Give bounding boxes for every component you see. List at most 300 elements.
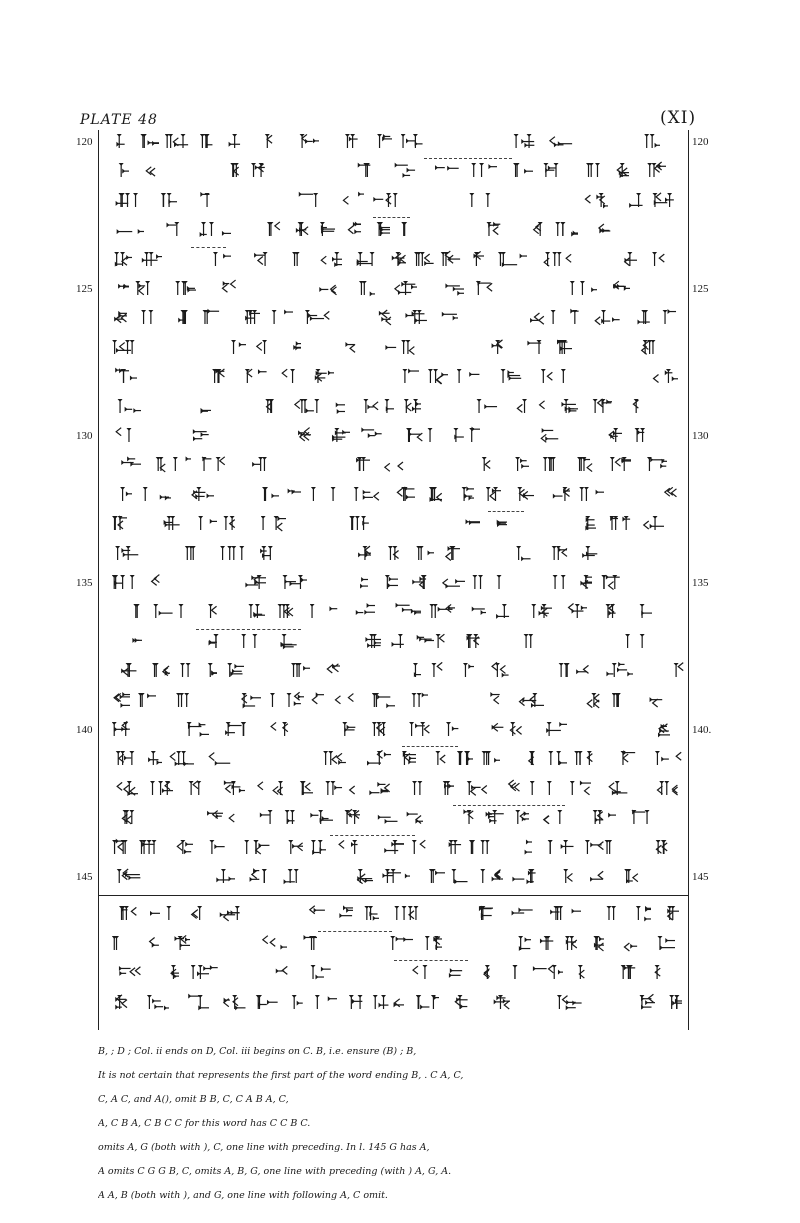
cuneiform-sign [437, 573, 466, 591]
cuneiform-sign [541, 808, 576, 826]
cuneiform-sign [468, 838, 496, 856]
cuneiform-sign [222, 132, 243, 150]
cuneiform-sign [577, 485, 605, 503]
cuneiform-sign [628, 338, 663, 356]
plate-title: PLATE 48 [80, 112, 158, 128]
footnote-line: A omits C G G B, C, omits A, B, G, one line with preceding (with ) A, G, A. [98, 1166, 452, 1177]
cuneiform-sign [659, 904, 680, 922]
cuneiform-sign [148, 904, 179, 922]
cuneiform-sign [243, 573, 267, 591]
cuneiform-sign [293, 426, 312, 444]
cuneiform-sign [353, 485, 381, 503]
cuneiform-line [112, 834, 692, 862]
footnote-line: A A, B (both with ), and G, one line with following A, C omit. [98, 1190, 388, 1201]
cuneiform-sign [358, 397, 395, 415]
cuneiform-sign [112, 838, 132, 856]
cuneiform-sign [567, 308, 585, 326]
cuneiform-sign [353, 602, 376, 620]
cuneiform-sign [276, 573, 308, 591]
cuneiform-sign [112, 279, 130, 297]
cuneiform-sign [400, 397, 422, 415]
cuneiform-sign [527, 220, 550, 238]
cuneiform-sign [430, 279, 465, 297]
cuneiform-sign [555, 993, 584, 1011]
cuneiform-sign [139, 485, 172, 503]
line-number: 135 [692, 577, 709, 589]
cuneiform-sign [206, 749, 232, 767]
cuneiform-sign [112, 191, 145, 209]
cuneiform-sign [138, 993, 170, 1011]
cuneiform-sign [266, 963, 299, 981]
cuneiform-line [112, 930, 692, 958]
cuneiform-sign [543, 838, 576, 856]
cuneiform-sign [112, 161, 130, 179]
cuneiform-sign [517, 338, 548, 356]
cuneiform-sign [513, 132, 537, 150]
cuneiform-sign [260, 397, 281, 415]
cuneiform-sign [587, 904, 623, 922]
cuneiform-sign [589, 220, 612, 238]
cuneiform-sign [582, 867, 610, 885]
cuneiform-sign [217, 904, 245, 922]
cuneiform-sign [379, 838, 405, 856]
cuneiform-sign [410, 544, 435, 562]
cuneiform-sign [637, 993, 656, 1011]
cuneiform-sign [215, 544, 250, 562]
cuneiform-sign [245, 867, 272, 885]
cuneiform-sign [426, 602, 456, 620]
cuneiform-sign [404, 808, 424, 826]
cuneiform-sign [398, 220, 415, 238]
cuneiform-line [112, 128, 692, 156]
cuneiform-sign [502, 963, 523, 981]
cuneiform-sign [408, 573, 432, 591]
cuneiform-sign [193, 514, 218, 532]
cuneiform-sign [433, 308, 459, 326]
cuneiform-sign [661, 308, 686, 326]
cuneiform-line [112, 481, 692, 509]
cuneiform-sign [269, 691, 305, 709]
cuneiform-sign [640, 132, 661, 150]
cuneiform-sign [425, 485, 443, 503]
cuneiform-sign [218, 720, 253, 738]
cuneiform-sign [343, 514, 373, 532]
cuneiform-sign [403, 308, 429, 326]
cuneiform-sign [478, 963, 495, 981]
cuneiform-sign [607, 426, 623, 444]
cuneiform-line [112, 657, 692, 685]
cuneiform-sign [614, 191, 645, 209]
cuneiform-sign [637, 602, 653, 620]
cuneiform-sign [458, 808, 476, 826]
cuneiform-sign [623, 397, 648, 415]
cuneiform-sign [476, 397, 507, 415]
cuneiform-sign [556, 661, 592, 679]
cuneiform-sign [420, 867, 446, 885]
cuneiform-sign [255, 779, 287, 797]
cuneiform-sign [536, 426, 572, 444]
cuneiform-sign [456, 632, 483, 650]
cuneiform-sign [112, 132, 130, 150]
cuneiform-sign [542, 485, 571, 503]
variant-dashed-marker [394, 960, 468, 961]
cuneiform-sign [540, 161, 573, 179]
cuneiform-sign [484, 691, 508, 709]
cuneiform-sign [443, 544, 461, 562]
cuneiform-sign [177, 993, 210, 1011]
cuneiform-line [112, 863, 692, 891]
cuneiform-sign [427, 367, 449, 385]
cuneiform-sign [292, 397, 325, 415]
cuneiform-line [112, 569, 692, 597]
cuneiform-sign [346, 573, 369, 591]
cuneiform-sign [362, 904, 380, 922]
cuneiform-sign [485, 338, 508, 356]
cuneiform-sign [647, 720, 671, 738]
cuneiform-sign [233, 308, 261, 326]
cuneiform-line [112, 363, 692, 391]
cuneiform-sign [593, 308, 622, 326]
cuneiform-sign [266, 220, 282, 238]
cuneiform-sign [301, 308, 332, 326]
cuneiform-sign [483, 993, 511, 1011]
cuneiform-sign [202, 661, 218, 679]
cuneiform-sign [502, 934, 532, 952]
cuneiform-sign [491, 514, 508, 532]
cuneiform-sign [112, 691, 131, 709]
cuneiform-sign [346, 220, 362, 238]
cuneiform-sign [437, 779, 455, 797]
cuneiform-line [112, 451, 692, 479]
variant-dashed-marker [402, 746, 457, 747]
cuneiform-sign [640, 514, 675, 532]
cuneiform-sign [409, 963, 432, 981]
cuneiform-sign [112, 934, 132, 952]
cuneiform-sign [112, 250, 133, 268]
cuneiform-sign [220, 779, 246, 797]
cuneiform-sign [467, 904, 494, 922]
cuneiform-sign [607, 514, 633, 532]
cuneiform-sign [152, 455, 168, 473]
cuneiform-sign [488, 720, 525, 738]
cuneiform-sign [554, 338, 573, 356]
cuneiform-sign [416, 993, 440, 1011]
cuneiform-sign [572, 455, 596, 473]
cuneiform-sign [515, 397, 550, 415]
cuneiform-line [112, 187, 692, 215]
cuneiform-sign [204, 808, 236, 826]
cuneiform-sign [357, 426, 393, 444]
cuneiform-sign [387, 250, 407, 268]
cuneiform-sign [538, 250, 573, 268]
cuneiform-sign [112, 661, 138, 679]
cuneiform-sign [349, 993, 367, 1011]
cuneiform-sign [472, 573, 506, 591]
cuneiform-sign [461, 779, 492, 797]
cuneiform-sign [138, 934, 165, 952]
cuneiform-sign [348, 279, 376, 297]
cuneiform-sign [466, 602, 487, 620]
cuneiform-sign [537, 934, 556, 952]
cuneiform-sign [251, 161, 269, 179]
cuneiform-sign [112, 720, 138, 738]
line-number: 145 [692, 871, 709, 883]
cuneiform-sign [387, 161, 418, 179]
cuneiform-sign [183, 779, 208, 797]
cuneiform-sign [181, 485, 215, 503]
cuneiform-sign [112, 397, 142, 415]
cuneiform-sign [285, 485, 302, 503]
cuneiform-sign [513, 485, 535, 503]
cuneiform-sign [550, 867, 574, 885]
cuneiform-sign [431, 661, 447, 679]
cuneiform-sign [633, 904, 652, 922]
cuneiform-sign [380, 455, 406, 473]
cuneiform-sign [206, 279, 239, 297]
cuneiform-sign [480, 749, 501, 767]
cuneiform-sign [509, 749, 540, 767]
cuneiform-sign [530, 602, 553, 620]
cuneiform-sign [140, 132, 160, 150]
plate-roman-numeral: (XI) [660, 108, 697, 128]
cuneiform-sign [112, 485, 133, 503]
cuneiform-sign [112, 308, 128, 326]
cuneiform-sign [306, 904, 329, 922]
cuneiform-sign [649, 779, 681, 797]
cuneiform-sign [402, 426, 439, 444]
cuneiform-sign [331, 132, 360, 150]
cuneiform-sign [261, 514, 287, 532]
variant-dashed-marker [453, 805, 565, 806]
cuneiform-sign [290, 191, 325, 209]
cuneiform-sign [614, 161, 630, 179]
cuneiform-sign [548, 749, 568, 767]
cuneiform-sign [403, 691, 429, 709]
line-number: 130 [692, 430, 709, 442]
cuneiform-line [112, 716, 692, 744]
cuneiform-sign [291, 132, 320, 150]
cuneiform-sign [486, 485, 502, 503]
cuneiform-sign [298, 934, 320, 952]
cuneiform-sign [367, 720, 391, 738]
cuneiform-sign [638, 161, 667, 179]
cuneiform-sign [205, 838, 234, 856]
cuneiform-sign [440, 963, 469, 981]
cuneiform-sign [349, 455, 371, 473]
cuneiform-sign [190, 426, 212, 444]
cuneiform-sign [478, 867, 504, 885]
cuneiform-line [112, 959, 692, 987]
variant-dashed-marker [330, 835, 414, 836]
cuneiform-sign [615, 934, 649, 952]
cuneiform-sign [112, 514, 128, 532]
cuneiform-sign [429, 749, 449, 767]
cuneiform-sign [276, 632, 301, 650]
cuneiform-sign [378, 867, 411, 885]
cuneiform-sign [610, 749, 643, 767]
cuneiform-sign [196, 602, 225, 620]
cuneiform-sign [310, 602, 343, 620]
cuneiform-sign [371, 993, 405, 1011]
cuneiform-sign [214, 867, 236, 885]
cuneiform-sign [179, 661, 197, 679]
cuneiform-sign [308, 838, 327, 856]
footnote-line: It is not certain that represents the first part of the word ending B, . C A, C, [98, 1070, 464, 1081]
cuneiform-sign [346, 161, 382, 179]
cuneiform-sign [319, 250, 343, 268]
line-number: 140 [76, 724, 93, 736]
cuneiform-sign [241, 455, 276, 473]
cuneiform-sign [112, 544, 141, 562]
cuneiform-sign [373, 808, 400, 826]
cuneiform-sign [512, 455, 530, 473]
cuneiform-sign [399, 749, 417, 767]
cuneiform-sign [494, 602, 526, 620]
cuneiform-sign [654, 749, 684, 767]
cuneiform-sign [191, 963, 219, 981]
cuneiform-sign [394, 367, 420, 385]
cuneiform-sign [579, 191, 609, 209]
cuneiform-sign [255, 993, 280, 1011]
cuneiform-sign [112, 455, 142, 473]
cuneiform-sign [176, 308, 194, 326]
cuneiform-sign [258, 934, 288, 952]
cuneiform-sign [509, 867, 541, 885]
cuneiform-sign [256, 544, 283, 562]
cuneiform-sign [649, 191, 677, 209]
cuneiform-line [112, 745, 692, 773]
cuneiform-sign [440, 250, 462, 268]
cuneiform-sign [188, 397, 212, 415]
cuneiform-sign [174, 838, 194, 856]
cuneiform-sign [240, 838, 277, 856]
cuneiform-sign [236, 602, 266, 620]
cuneiform-sign [414, 250, 435, 268]
cuneiform-sign [200, 132, 217, 150]
cuneiform-line [112, 157, 692, 185]
cuneiform-sign [353, 867, 374, 885]
cuneiform-sign [204, 250, 232, 268]
cuneiform-sign [264, 720, 294, 738]
variant-dashed-marker [191, 247, 227, 248]
cuneiform-sign [366, 779, 394, 797]
cuneiform-sign [510, 808, 530, 826]
cuneiform-sign [289, 993, 307, 1011]
cuneiform-sign [425, 934, 443, 952]
cuneiform-sign [490, 367, 524, 385]
cuneiform-sign [210, 161, 246, 179]
cuneiform-sign [440, 838, 464, 856]
cuneiform-sign [530, 779, 562, 797]
cuneiform-sign [451, 993, 472, 1011]
cuneiform-sign [612, 691, 631, 709]
footnotes [98, 1040, 698, 1208]
cuneiform-sign [325, 779, 361, 797]
cuneiform-sign [136, 691, 157, 709]
cuneiform-sign [546, 132, 574, 150]
cuneiform-sign [152, 602, 188, 620]
cuneiform-sign [586, 808, 617, 826]
cuneiform-sign [653, 838, 670, 856]
cuneiform-sign [112, 573, 140, 591]
line-number: 125 [76, 283, 93, 295]
cuneiform-sign [112, 779, 139, 797]
cuneiform-sign [309, 367, 335, 385]
cuneiform-sign [559, 397, 579, 415]
cuneiform-sign [344, 808, 361, 826]
cuneiform-sign [112, 338, 147, 356]
cuneiform-sign [486, 661, 511, 679]
cuneiform-sign [585, 838, 622, 856]
cuneiform-sign [259, 485, 280, 503]
cuneiform-sign [362, 632, 382, 650]
cuneiform-line [112, 628, 692, 656]
cuneiform-sign [535, 367, 571, 385]
cuneiform-sign [468, 191, 496, 209]
cuneiform-sign [428, 161, 461, 179]
cuneiform-sign [112, 867, 146, 885]
cuneiform-sign [666, 661, 687, 679]
cuneiform-sign [555, 220, 579, 238]
cuneiform-sign [288, 838, 304, 856]
cuneiform-sign [222, 514, 251, 532]
cuneiform-sign [270, 308, 294, 326]
cuneiform-sign [371, 220, 391, 238]
cuneiform-sign [468, 250, 485, 268]
cuneiform-sign [336, 191, 365, 209]
line-number: 135 [76, 577, 93, 589]
cuneiform-sign [306, 808, 334, 826]
cuneiform-sign [454, 485, 475, 503]
cuneiform-line [112, 510, 692, 538]
cuneiform-sign [112, 963, 144, 981]
cuneiform-sign [280, 367, 301, 385]
cuneiform-sign [236, 632, 266, 650]
cuneiform-sign [306, 279, 338, 297]
cuneiform-sign [330, 397, 346, 415]
cuneiform-sign [641, 455, 668, 473]
cuneiform-sign [336, 838, 371, 856]
cuneiform-sign [150, 661, 171, 679]
cuneiform-sign [577, 573, 593, 591]
cuneiform-sign [627, 808, 661, 826]
cuneiform-sign [594, 602, 629, 620]
cuneiform-sign [548, 573, 570, 591]
cuneiform-sign [651, 963, 671, 981]
line-number: 140. [692, 724, 712, 736]
cuneiform-sign [199, 308, 223, 326]
cuneiform-sign [550, 544, 568, 562]
cuneiform-line [112, 275, 692, 303]
cuneiform-sign [483, 808, 505, 826]
cuneiform-sign [252, 338, 280, 356]
cuneiform-sign [411, 838, 429, 856]
line-number: 130 [76, 430, 93, 442]
cuneiform-sign [275, 602, 299, 620]
cuneiform-sign [197, 220, 232, 238]
cuneiform-sign [319, 749, 353, 767]
footnote-line: B, ; D ; Col. ii ends on D, Col. iii begins on C. B, i.e. ensure (B) ; B, [98, 1046, 417, 1057]
cuneiform-sign [211, 367, 232, 385]
cuneiform-sign [163, 691, 196, 709]
cuneiform-sign [147, 779, 174, 797]
cuneiform-sign [450, 867, 470, 885]
cuneiform-sign [501, 904, 536, 922]
cuneiform-sign [443, 720, 478, 738]
cuneiform-sign [155, 963, 180, 981]
cuneiform-line [112, 216, 692, 244]
cuneiform-line [112, 304, 692, 332]
